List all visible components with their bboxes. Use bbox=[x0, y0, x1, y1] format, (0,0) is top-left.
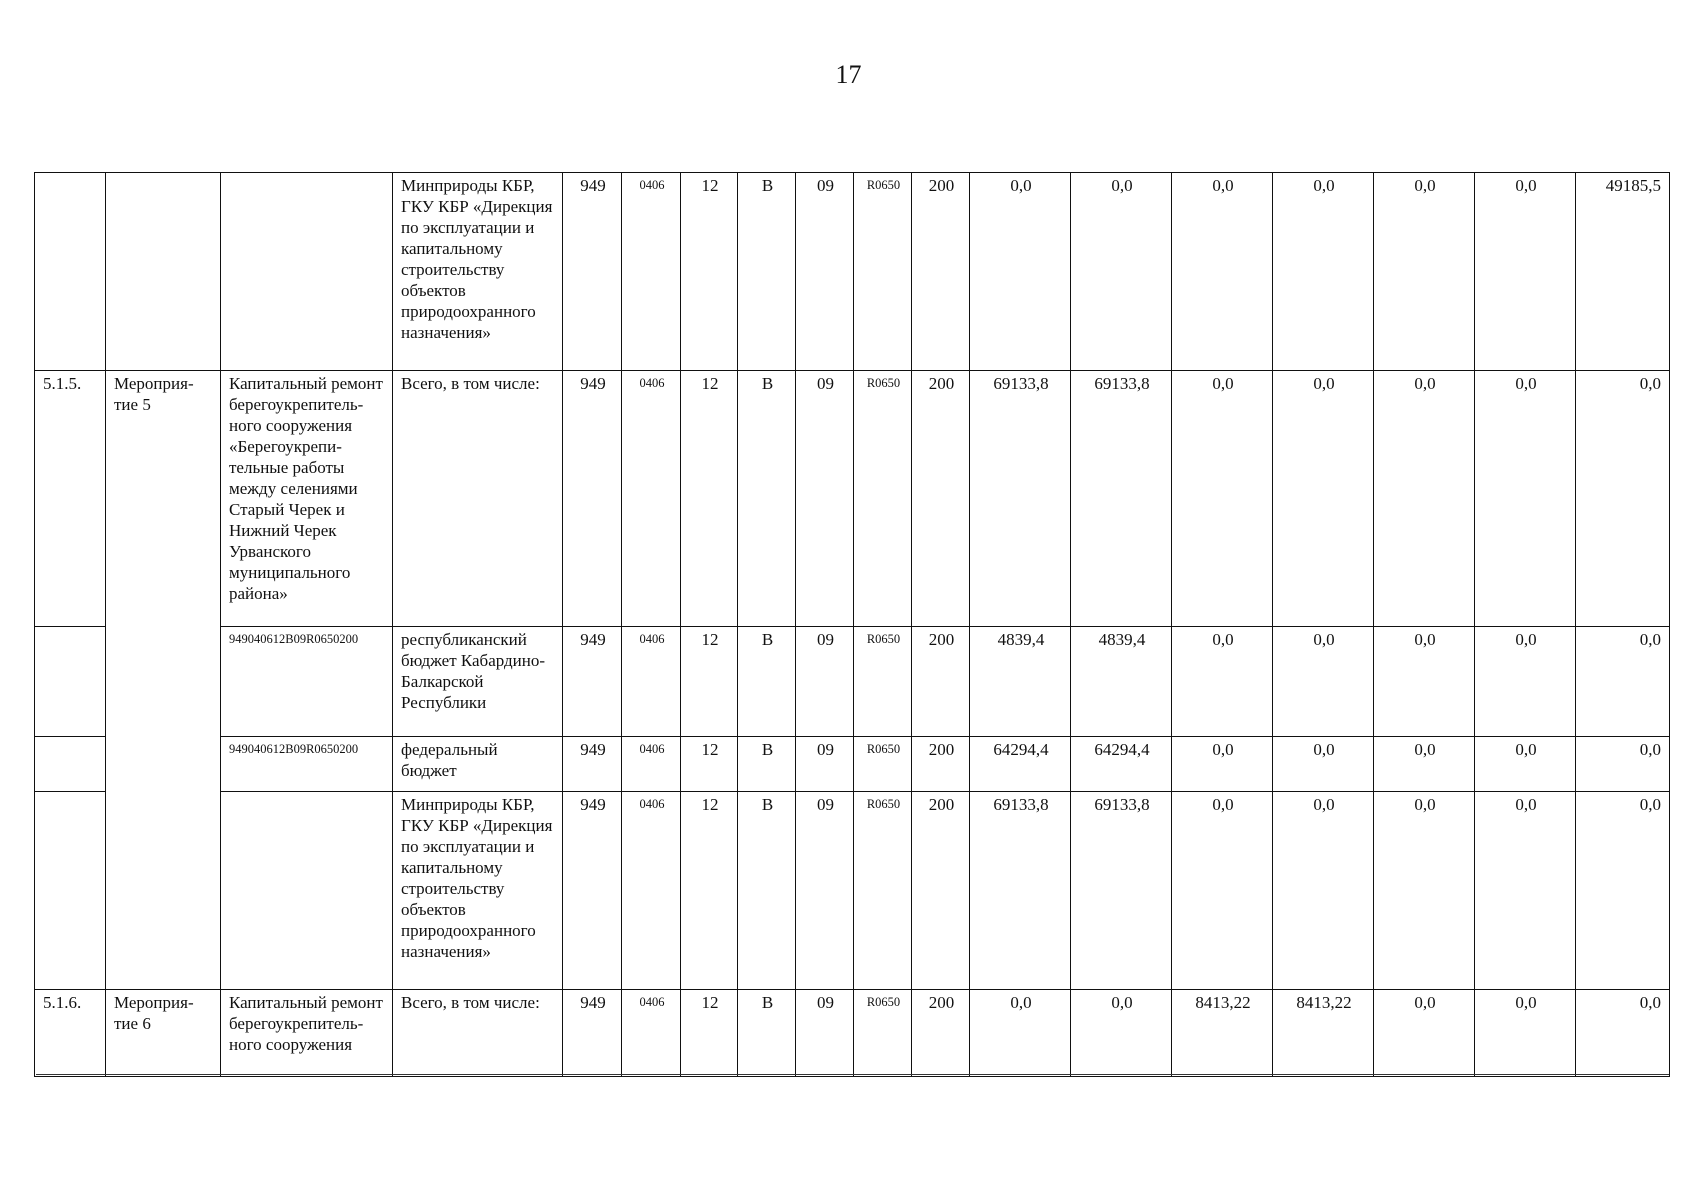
grbs-cell: 949 bbox=[563, 173, 622, 371]
table-row bbox=[35, 371, 1670, 627]
amount-cell: 0,0 bbox=[1475, 737, 1576, 792]
amount-cell: 0,0 bbox=[1172, 371, 1273, 627]
amount-cell: 0,0 bbox=[1273, 737, 1374, 792]
amount-cell: 0,0 bbox=[970, 173, 1071, 371]
amount-cell: 0,0 bbox=[1475, 371, 1576, 627]
amount-cell: 0,0 bbox=[1374, 173, 1475, 371]
amount-cell: 0,0 bbox=[970, 990, 1071, 1077]
event-cell: 09 bbox=[796, 990, 854, 1077]
rzpr-cell: 0406 bbox=[622, 737, 681, 792]
vr-cell: 200 bbox=[912, 737, 970, 792]
title-cell: Капитальный ремонт берегоукрепитель-ного сооружения bbox=[221, 990, 393, 1077]
amount-cell: 0,0 bbox=[1475, 792, 1576, 990]
subprogram-cell: В bbox=[738, 792, 796, 990]
amount-cell: 0,0 bbox=[1576, 737, 1670, 792]
activity-cell: Минприроды КБР, ГКУ КБР «Дирекция по эксплуатации и капитальному строительству объектов природоохранного назначения» bbox=[393, 173, 563, 371]
vr-cell: 200 bbox=[912, 792, 970, 990]
direction-cell: R0650 bbox=[854, 990, 912, 1077]
amount-cell: 0,0 bbox=[1475, 173, 1576, 371]
table-row bbox=[35, 173, 1670, 371]
grbs-cell: 949 bbox=[563, 627, 622, 737]
activity-cell: Всего, в том числе: bbox=[393, 990, 563, 1077]
program-cell: 12 bbox=[681, 173, 738, 371]
table-row bbox=[35, 792, 1670, 990]
type-cell: Мероприя-тие 5 bbox=[106, 371, 221, 990]
direction-cell: R0650 bbox=[854, 173, 912, 371]
amount-cell: 4839,4 bbox=[970, 627, 1071, 737]
type-cell bbox=[106, 173, 221, 371]
amount-cell: 0,0 bbox=[1273, 173, 1374, 371]
activity-cell: республиканский бюджет Кабардино-Балкарской Республики bbox=[393, 627, 563, 737]
amount-cell: 0,0 bbox=[1273, 792, 1374, 990]
num-cell bbox=[35, 627, 106, 737]
subprogram-cell: В bbox=[738, 990, 796, 1077]
amount-cell: 0,0 bbox=[1273, 371, 1374, 627]
vr-cell: 200 bbox=[912, 627, 970, 737]
event-cell: 09 bbox=[796, 792, 854, 990]
amount-cell: 4839,4 bbox=[1071, 627, 1172, 737]
amount-cell: 0,0 bbox=[1576, 627, 1670, 737]
amount-cell: 0,0 bbox=[1576, 990, 1670, 1077]
amount-cell: 0,0 bbox=[1475, 627, 1576, 737]
event-cell: 09 bbox=[796, 173, 854, 371]
direction-cell: R0650 bbox=[854, 792, 912, 990]
rzpr-cell: 0406 bbox=[622, 990, 681, 1077]
num-cell bbox=[35, 792, 106, 990]
amount-cell: 0,0 bbox=[1374, 627, 1475, 737]
amount-cell: 0,0 bbox=[1374, 371, 1475, 627]
rzpr-cell: 0406 bbox=[622, 371, 681, 627]
amount-cell: 0,0 bbox=[1172, 737, 1273, 792]
table-row bbox=[35, 627, 1670, 737]
amount-cell: 0,0 bbox=[1172, 792, 1273, 990]
table-row bbox=[35, 737, 1670, 792]
grbs-cell: 949 bbox=[563, 792, 622, 990]
num-cell bbox=[35, 737, 106, 792]
amount-cell: 0,0 bbox=[1475, 990, 1576, 1077]
type-cell: Мероприя-тие 6 bbox=[106, 990, 221, 1077]
amount-cell: 0,0 bbox=[1374, 737, 1475, 792]
program-cell: 12 bbox=[681, 627, 738, 737]
num-cell bbox=[35, 173, 106, 371]
amount-cell: 0,0 bbox=[1172, 627, 1273, 737]
title-cell bbox=[221, 173, 393, 371]
rzpr-cell: 0406 bbox=[622, 627, 681, 737]
event-cell: 09 bbox=[796, 371, 854, 627]
program-cell: 12 bbox=[681, 371, 738, 627]
direction-cell: R0650 bbox=[854, 371, 912, 627]
amount-cell: 0,0 bbox=[1273, 627, 1374, 737]
amount-cell: 64294,4 bbox=[1071, 737, 1172, 792]
amount-cell: 0,0 bbox=[1374, 990, 1475, 1077]
title-cell: Капитальный ремонт берегоукрепитель-ного сооружения «Берегоукрепи-тельные работы между селениями Старый Черек и Нижний Черек Урванского муниципального района» bbox=[221, 371, 393, 627]
title-cell bbox=[221, 792, 393, 990]
subprogram-cell: В bbox=[738, 371, 796, 627]
rzpr-cell: 0406 bbox=[622, 792, 681, 990]
grbs-cell: 949 bbox=[563, 371, 622, 627]
rzpr-cell: 0406 bbox=[622, 173, 681, 371]
activity-cell: Минприроды КБР, ГКУ КБР «Дирекция по эксплуатации и капитальному строительству объектов природоохранного назначения» bbox=[393, 792, 563, 990]
num-cell: 5.1.5. bbox=[35, 371, 106, 627]
amount-cell: 69133,8 bbox=[970, 792, 1071, 990]
budget-code-cell: 949040612B09R0650200 bbox=[221, 737, 393, 792]
event-cell: 09 bbox=[796, 737, 854, 792]
amount-cell: 8413,22 bbox=[1273, 990, 1374, 1077]
amount-cell: 69133,8 bbox=[970, 371, 1071, 627]
activity-cell: федеральный бюджет bbox=[393, 737, 563, 792]
event-cell: 09 bbox=[796, 627, 854, 737]
vr-cell: 200 bbox=[912, 371, 970, 627]
vr-cell: 200 bbox=[912, 173, 970, 371]
amount-cell: 0,0 bbox=[1071, 173, 1172, 371]
subprogram-cell: В bbox=[738, 737, 796, 792]
direction-cell: R0650 bbox=[854, 627, 912, 737]
grbs-cell: 949 bbox=[563, 737, 622, 792]
direction-cell: R0650 bbox=[854, 737, 912, 792]
vr-cell: 200 bbox=[912, 990, 970, 1077]
subprogram-cell: В bbox=[738, 627, 796, 737]
budget-code-cell: 949040612B09R0650200 bbox=[221, 627, 393, 737]
amount-cell: 64294,4 bbox=[970, 737, 1071, 792]
num-cell: 5.1.6. bbox=[35, 990, 106, 1077]
bottom-rule bbox=[36, 1074, 1669, 1075]
amount-cell: 0,0 bbox=[1172, 173, 1273, 371]
subprogram-cell: В bbox=[738, 173, 796, 371]
program-cell: 12 bbox=[681, 737, 738, 792]
grbs-cell: 949 bbox=[563, 990, 622, 1077]
table-row bbox=[35, 990, 1670, 1077]
amount-cell: 0,0 bbox=[1374, 792, 1475, 990]
budget-table bbox=[34, 172, 1670, 1077]
amount-cell: 0,0 bbox=[1576, 792, 1670, 990]
amount-cell: 69133,8 bbox=[1071, 371, 1172, 627]
amount-cell: 8413,22 bbox=[1172, 990, 1273, 1077]
amount-cell: 0,0 bbox=[1071, 990, 1172, 1077]
amount-cell: 69133,8 bbox=[1071, 792, 1172, 990]
program-cell: 12 bbox=[681, 792, 738, 990]
page-number: 17 bbox=[835, 60, 862, 89]
amount-cell: 0,0 bbox=[1576, 371, 1670, 627]
amount-cell: 49185,5 bbox=[1576, 173, 1670, 371]
activity-cell: Всего, в том числе: bbox=[393, 371, 563, 627]
program-cell: 12 bbox=[681, 990, 738, 1077]
